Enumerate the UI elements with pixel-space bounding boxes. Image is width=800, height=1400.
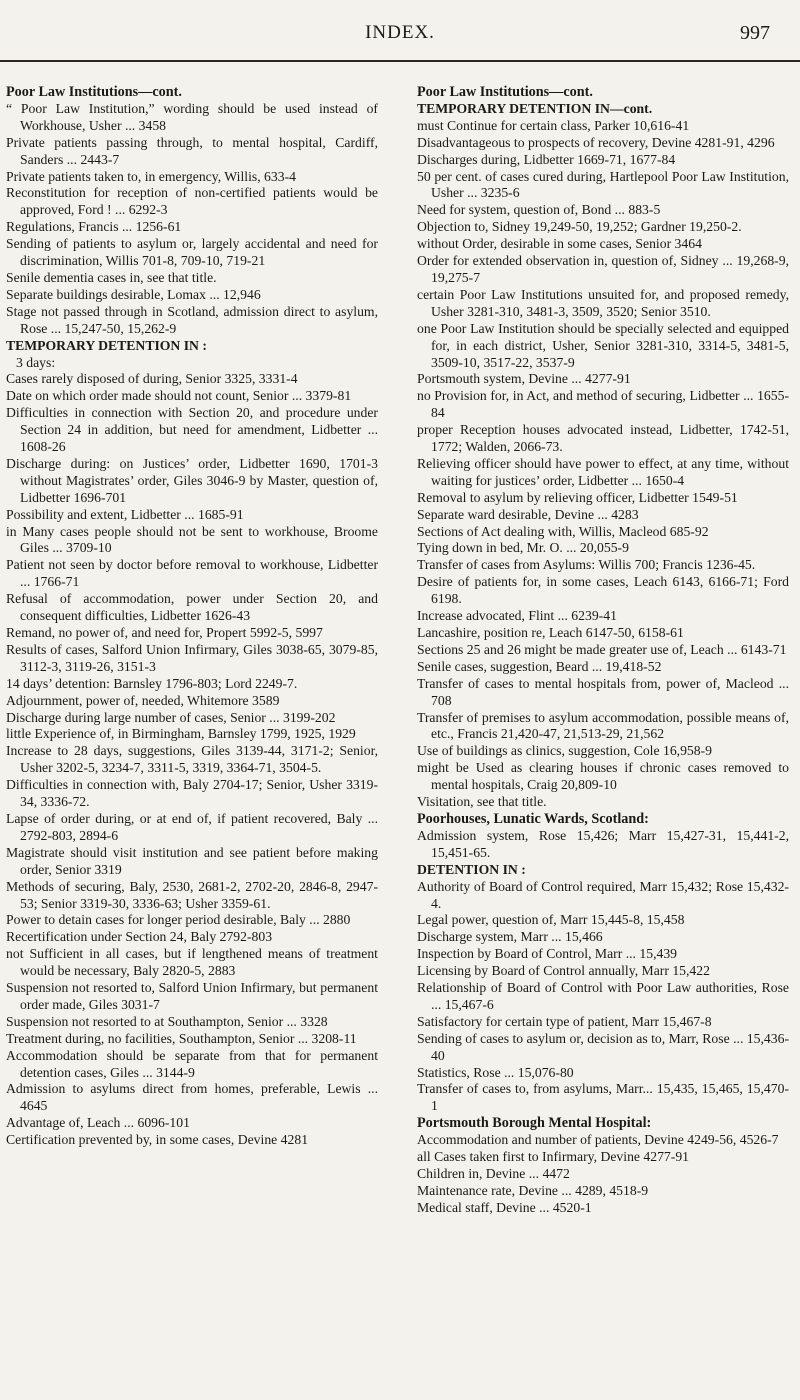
index-entry: Senile cases, suggestion, Beard ... 19,418-52	[417, 658, 662, 674]
index-entry: Licensing by Board of Control annually, Marr 15,422	[417, 963, 710, 979]
left-entries	[6, 101, 378, 338]
index-entry: Separate ward desirable, Devine ... 4283	[417, 506, 639, 522]
index-entry: Suspension not resorted to at Southampton, Senior ... 3328	[6, 1013, 328, 1029]
index-entry: might be Used as clearing houses if chronic cases removed to mental hospitals, Craig 20,809-10	[417, 760, 789, 793]
index-entry: Satisfactory for certain type of patient, Marr 15,467-8	[417, 1013, 712, 1029]
index-entry: Private patients passing through, to mental hospital, Cardiff, Sanders ... 2443-7	[6, 134, 378, 167]
right-heading: Poor Law Institutions—cont.	[417, 84, 593, 100]
index-entry: Sending of patients to asylum or, largely accidental and need for discrimination, Willis 701-8, 709-10, 719-21	[6, 236, 378, 269]
index-entry: Transfer of premises to asylum accommodation, possible means of, etc., Francis 21,420-47, 21,513-29, 21,562	[417, 709, 789, 742]
index-entry: without Order, desirable in some cases, Senior 3464	[417, 236, 702, 252]
index-entry: Legal power, question of, Marr 15,445-8, 15,458	[417, 912, 685, 928]
index-entry: Maintenance rate, Devine ... 4289, 4518-9	[417, 1182, 649, 1198]
index-entry: little Experience of, in Birmingham, Barnsley 1799, 1925, 1929	[6, 726, 356, 742]
index-entry: Results of cases, Salford Union Infirmary, Giles 3038-65, 3079-85, 3112-3, 3119-26, 3151-3	[6, 641, 378, 674]
index-entry: Reconstitution for reception of non-certified patients would be approved, Ford ! ... 6292-3	[6, 185, 378, 218]
index-entry: Transfer of cases to mental hospitals from, power of, Macleod ... 708	[417, 675, 789, 708]
index-entry: Certification prevented by, in some cases, Devine 4281	[6, 1132, 309, 1148]
index-entry: Patient not seen by doctor before removal to workhouse, Lidbetter ... 1766-71	[6, 557, 378, 590]
index-entry: Adjournment, power of, needed, Whitemore 3589	[6, 692, 280, 708]
index-entry: Difficulties in connection with Section 20, and procedure under Section 24 in addition, but need for amendment, Lidbetter ... 1608-26	[6, 405, 378, 455]
page-header	[0, 22, 800, 52]
right-column	[417, 84, 789, 1217]
right-section-heading-2: DETENTION IN :	[417, 861, 526, 877]
index-entry: Discharge during large number of cases, Senior ... 3199-202	[6, 709, 336, 725]
index-entry: Desire of patients for, in some cases, Leach 6143, 6166-71; Ford 6198.	[417, 574, 789, 607]
page-number: 997	[740, 22, 770, 44]
index-entry: must Continue for certain class, Parker 10,616-41	[417, 117, 690, 133]
index-entry: Need for system, question of, Bond ... 883-5	[417, 202, 661, 218]
index-entry: Power to detain cases for longer period desirable, Baly ... 2880	[6, 912, 351, 928]
index-entry: Senile dementia cases in, see that title.	[6, 269, 217, 285]
left-heading: Poor Law Institutions—cont.	[6, 84, 182, 100]
index-entry: Sending of cases to asylum or, decision as to, Marr, Rose ... 15,436-40	[417, 1030, 789, 1063]
index-entry: 50 per cent. of cases cured during, Hartlepool Poor Law Institution, Usher ... 3235-6	[417, 168, 789, 201]
index-entry: proper Reception houses advocated instead, Lidbetter, 1742-51, 1772; Walden, 2066-73.	[417, 422, 789, 455]
index-entry: Private patients taken to, in emergency, Willis, 633-4	[6, 168, 296, 184]
index-entry: 14 days’ detention: Barnsley 1796-803; Lord 2249-7.	[6, 675, 298, 691]
left-subsection-heading: 3 days:	[16, 354, 56, 370]
index-entry: Accommodation and number of patients, Devine 4249-56, 4526-7	[417, 1132, 779, 1148]
index-entry: Increase advocated, Flint ... 6239-41	[417, 608, 617, 624]
index-entry: Discharge system, Marr ... 15,466	[417, 929, 603, 945]
index-entry: Children in, Devine ... 4472	[417, 1166, 570, 1181]
index-entry: “ Poor Law Institution,” wording should be used instead of Workhouse, Usher ... 3458	[6, 100, 378, 133]
index-entry: not Sufficient in all cases, but if lengthened means of treatment would be necessary, Baly 2820-5, 2883	[6, 946, 378, 979]
right-entries-2	[417, 828, 789, 862]
index-entry: Advantage of, Leach ... 6096-101	[6, 1115, 190, 1131]
index-entry: certain Poor Law Institutions unsuited for, and proposed remedy, Usher 3281-310, 3481-3, 3509, 3520; Senior 3510.	[417, 286, 789, 319]
left-column	[6, 84, 378, 1149]
index-entry: Methods of securing, Baly, 2530, 2681-2, 2702-20, 2846-8, 2947-53; Senior 3319-30, 3336-63; Usher 3359-61.	[6, 878, 378, 911]
left-section-heading: TEMPORARY DETENTION IN :	[6, 337, 207, 353]
index-entry: Suspension not resorted to, Salford Union Infirmary, but permanent order made, Giles 3031-7	[6, 980, 378, 1012]
right-section-heading: TEMPORARY DETENTION IN—cont.	[417, 100, 653, 116]
right-entries-4	[417, 1132, 789, 1217]
page-title: INDEX.	[365, 22, 435, 43]
index-entry: no Provision for, in Act, and method of securing, Lidbetter ... 1655-84	[417, 388, 789, 421]
index-entry: Medical staff, Devine ... 4520-1	[417, 1199, 592, 1215]
index-entry: Removal to asylum by relieving officer, Lidbetter 1549-51	[417, 489, 738, 505]
right-heading-2: Poorhouses, Lunatic Wards, Scotland:	[417, 810, 649, 827]
index-entry: Magistrate should visit institution and see patient before making order, Senior 3319	[6, 844, 378, 877]
right-entries	[417, 118, 789, 811]
index-entry: one Poor Law Institution should be specially selected and equipped for, in each district, Usher, Senior 3281-310, 3314-5, 3481-5, 3509-10, 3517-22, 3537-9	[417, 320, 789, 370]
index-entry: Lapse of order during, or at end of, if patient recovered, Baly ... 2792-803, 2894-6	[6, 810, 378, 843]
index-entry: Discharges during, Lidbetter 1669-71, 1677-84	[417, 151, 676, 167]
index-entry: Cases rarely disposed of during, Senior 3325, 3331-4	[6, 371, 298, 387]
right-heading-3: Portsmouth Borough Mental Hospital:	[417, 1115, 652, 1132]
index-entry: Admission to asylums direct from homes, preferable, Lewis ... 4645	[6, 1081, 378, 1114]
index-entry: Relationship of Board of Control with Poor Law authorities, Rose ... 15,467-6	[417, 980, 789, 1012]
index-entry: Accommodation should be separate from that for permanent detention cases, Giles ... 3144-9	[6, 1047, 378, 1080]
index-entry: Separate buildings desirable, Lomax ... 12,946	[6, 286, 261, 302]
right-entries-3	[417, 879, 789, 1116]
index-entry: Increase to 28 days, suggestions, Giles 3139-44, 3171-2; Senior, Usher 3202-5, 3234-7, 3311-5, 3319, 3364-71, 3504-5.	[6, 743, 378, 776]
index-entry: Relieving officer should have power to effect, at any time, without waiting for justices’ order, Lidbetter ... 1650-4	[417, 455, 789, 488]
index-entry: Disadvantageous to prospects of recovery, Devine 4281-91, 4296	[417, 134, 775, 150]
header-rule	[0, 60, 800, 62]
index-entry: Objection to, Sidney 19,249-50, 19,252; Gardner 19,250-2.	[417, 219, 742, 235]
index-entry: Regulations, Francis ... 1256-61	[6, 219, 182, 235]
index-entry: Recertification under Section 24, Baly 2792-803	[6, 929, 273, 945]
index-entry: Statistics, Rose ... 15,076-80	[417, 1064, 574, 1080]
index-entry: Discharge during: on Justices’ order, Lidbetter 1690, 1701-3 without Magistrates’ order, Giles 3046-9 by Master, question of, Lidbetter 1696-701	[6, 455, 378, 505]
index-entry: Stage not passed through in Scotland, admission direct to asylum, Rose ... 15,247-50, 15,262-9	[6, 303, 378, 336]
index-entry: Authority of Board of Control required, Marr 15,432; Rose 15,432-4.	[417, 878, 789, 911]
index-entry: Transfer of cases to, from asylums, Marr... 15,435, 15,465, 15,470-1	[417, 1081, 789, 1114]
index-entry: Treatment during, no facilities, Southampton, Senior ... 3208-11	[6, 1030, 357, 1046]
index-entry: Use of buildings as clinics, suggestion, Cole 16,958-9	[417, 743, 713, 759]
index-entry: Lancashire, position re, Leach 6147-50, 6158-61	[417, 625, 684, 640]
index-entry: Remand, no power of, and need for, Propert 5992-5, 5997	[6, 625, 323, 640]
index-entry: all Cases taken first to Infirmary, Devine 4277-91	[417, 1149, 690, 1165]
index-entry: Tying down in bed, Mr. O. ... 20,055-9	[417, 540, 629, 556]
index-entry: Order for extended observation in, question of, Sidney ... 19,268-9, 19,275-7	[417, 253, 789, 285]
index-entry: Sections 25 and 26 might be made greater use of, Leach ... 6143-71	[417, 641, 787, 657]
index-entry: Transfer of cases from Asylums: Willis 700; Francis 1236-45.	[417, 557, 756, 573]
index-entry: Portsmouth system, Devine ... 4277-91	[417, 371, 631, 387]
index-entry: Inspection by Board of Control, Marr ... 15,439	[417, 946, 678, 962]
index-entry: in Many cases people should not be sent to workhouse, Broome Giles ... 3709-10	[6, 523, 378, 556]
index-entry: Refusal of accommodation, power under Section 20, and consequent difficulties, Lidbetter 1626-43	[6, 591, 378, 624]
index-entry: Admission system, Rose 15,426; Marr 15,427-31, 15,441-2, 15,451-65.	[417, 827, 789, 860]
index-entry: Possibility and extent, Lidbetter ... 1685-91	[6, 506, 244, 522]
index-entry: Difficulties in connection with, Baly 2704-17; Senior, Usher 3319-34, 3336-72.	[6, 777, 378, 810]
index-entry: Visitation, see that title.	[417, 794, 547, 810]
index-entry: Date on which order made should not count, Senior ... 3379-81	[6, 388, 352, 404]
left-entries-2	[6, 371, 378, 1149]
index-entry: Sections of Act dealing with, Willis, Macleod 685-92	[417, 523, 709, 539]
